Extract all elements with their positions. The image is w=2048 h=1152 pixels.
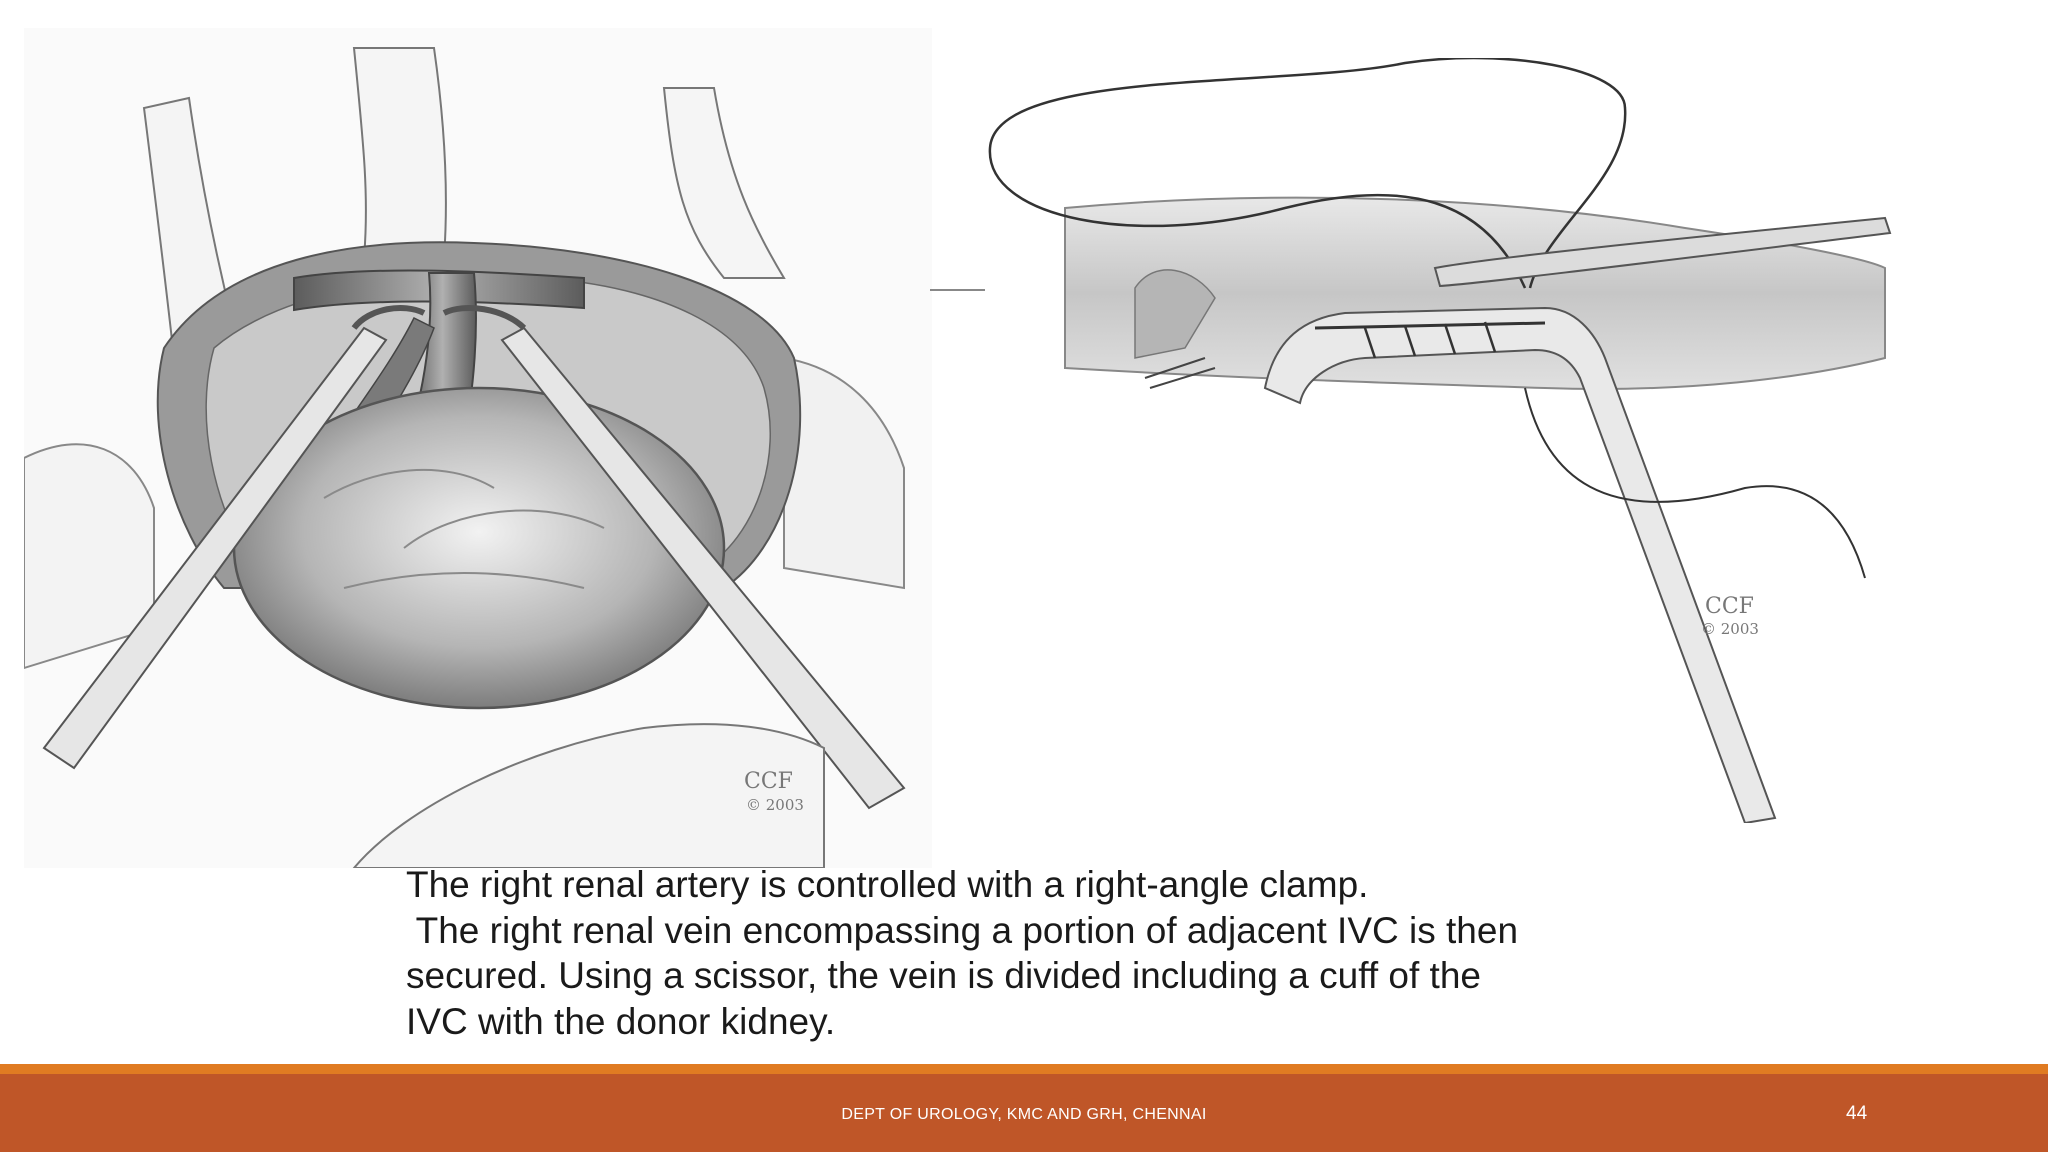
caption-line: IVC with the donor kidney. xyxy=(406,1000,836,1042)
left-surgical-illustration xyxy=(24,28,932,868)
footer-department-text: DEPT OF UROLOGY, KMC AND GRH, CHENNAI xyxy=(841,1106,1207,1123)
page-number: 44 xyxy=(1846,1103,1868,1124)
caption-line: The right renal vein encompassing a portion of adjacent IVC is then xyxy=(406,909,1519,951)
left-watermark: CCF xyxy=(744,769,793,794)
caption-line: secured. Using a scissor, the vein is divided including a cuff of the xyxy=(406,955,1481,996)
divider-tick xyxy=(930,288,990,292)
slide-caption xyxy=(406,862,1606,1044)
footer-accent-rule xyxy=(0,1064,2048,1074)
left-copyright: © 2003 xyxy=(746,796,804,814)
right-watermark: CCF xyxy=(1705,594,1754,619)
right-surgical-illustration xyxy=(985,58,1905,823)
caption-line: The right renal artery is controlled with a right-angle clamp. xyxy=(406,864,1369,905)
right-copyright: © 2003 xyxy=(1701,620,1759,638)
